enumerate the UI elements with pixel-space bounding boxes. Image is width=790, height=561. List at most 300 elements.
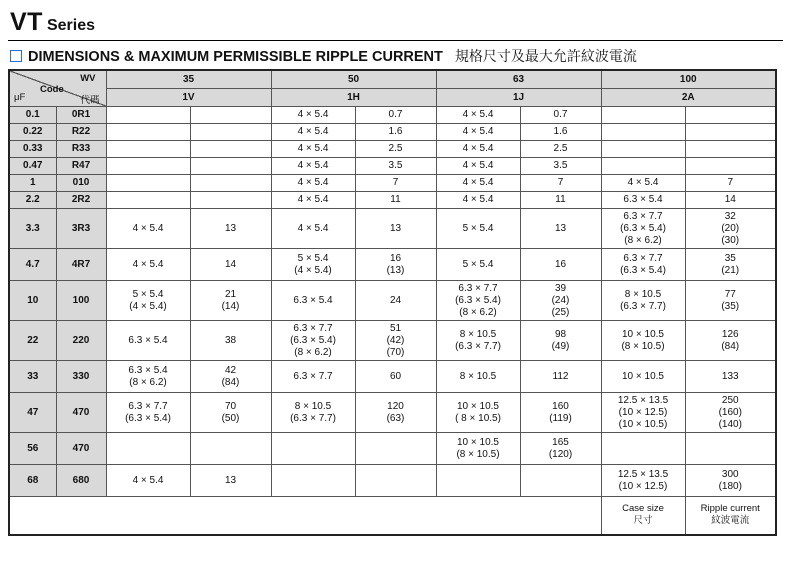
ripple-current-cell <box>355 321 436 361</box>
ripple-current-cell <box>190 249 271 281</box>
case-size-value: 12.5 × 13.5 <box>617 394 669 406</box>
case-size-value: 6.3 × 7.7 <box>293 322 333 334</box>
ripple-current-cell <box>355 158 436 175</box>
ripple-value: (84) <box>721 340 740 352</box>
case-size-value: (8 × 6.2) <box>129 376 167 388</box>
legend-case-size: Case size <box>622 503 664 515</box>
ripple-value: 32 <box>724 210 736 222</box>
case-size-value: 10 × 10.5 <box>457 436 499 448</box>
ripple-current-cell <box>355 393 436 433</box>
ripple-current-cell <box>190 281 271 321</box>
code-cell: 0R1 <box>56 107 106 124</box>
ripple-current-cell <box>685 433 776 465</box>
case-size-cell <box>436 361 520 393</box>
code-cell: R33 <box>56 141 106 158</box>
ripple-value: (119) <box>549 412 572 424</box>
ripple-value: 160 <box>552 400 569 412</box>
case-size-value: 4 × 5.4 <box>297 177 329 188</box>
code-cell: 2R2 <box>56 192 106 209</box>
case-size-value: (6.3 × 7.7) <box>290 412 336 424</box>
legend-empty-cell <box>9 497 601 535</box>
ripple-value: 7 <box>557 177 564 188</box>
ripple-current-cell <box>520 107 601 124</box>
case-size-cell <box>436 107 520 124</box>
case-size-value: 4 × 5.4 <box>297 160 329 171</box>
case-size-value: 5 × 5.4 <box>462 222 494 234</box>
ripple-value: 7 <box>727 177 734 188</box>
case-size-cell <box>601 175 685 192</box>
ripple-value: (14) <box>221 300 240 312</box>
corner-code-zh-label: 代碼 <box>80 95 100 106</box>
case-size-cell <box>601 141 685 158</box>
capacitance-cell: 4.7 <box>9 249 56 281</box>
case-size-value: 4 × 5.4 <box>462 143 494 154</box>
capacitance-cell: 10 <box>9 281 56 321</box>
table-row <box>9 433 776 465</box>
legend-case-size-cell <box>601 497 685 535</box>
case-size-value: (10 × 12.5) <box>618 406 668 418</box>
case-size-cell <box>436 465 520 497</box>
case-size-cell <box>271 209 355 249</box>
case-size-value: (8 × 6.2) <box>459 306 497 318</box>
series-name: VT <box>10 8 43 36</box>
voltage-header-50: 50 <box>271 70 436 89</box>
legend-row <box>9 497 776 535</box>
ripple-current-cell <box>685 321 776 361</box>
ripple-current-cell <box>685 209 776 249</box>
case-size-value: (6.3 × 5.4) <box>620 222 666 234</box>
case-size-cell <box>271 141 355 158</box>
ripple-value: 14 <box>724 194 736 205</box>
case-size-value: 4 × 5.4 <box>297 222 329 234</box>
ripple-current-cell <box>520 192 601 209</box>
case-size-cell <box>106 175 190 192</box>
ripple-value: 42 <box>224 364 237 376</box>
ripple-value: 11 <box>555 194 566 205</box>
ripple-value: 77 <box>724 288 736 300</box>
voltage-code-1H: 1H <box>271 89 436 107</box>
ripple-current-cell <box>685 192 776 209</box>
case-size-value: (6.3 × 5.4) <box>125 412 171 424</box>
case-size-value: 6.3 × 7.7 <box>623 252 663 264</box>
ripple-current-cell <box>685 393 776 433</box>
ripple-value: 70 <box>224 400 237 412</box>
table-row <box>9 361 776 393</box>
case-size-value: (4 × 5.4) <box>294 264 332 276</box>
ripple-current-cell <box>685 249 776 281</box>
ripple-current-cell <box>520 124 601 141</box>
ripple-value: 16 <box>389 252 402 264</box>
ripple-current-cell <box>190 124 271 141</box>
ripple-current-cell <box>520 281 601 321</box>
ripple-value: 38 <box>224 334 237 346</box>
case-size-cell <box>436 281 520 321</box>
case-size-value: 6.3 × 7.7 <box>293 370 333 382</box>
case-size-value: 8 × 10.5 <box>294 400 332 412</box>
case-size-value: 4 × 5.4 <box>297 143 329 154</box>
case-size-cell <box>271 321 355 361</box>
case-size-cell <box>436 393 520 433</box>
case-size-value: 12.5 × 13.5 <box>617 468 669 480</box>
code-cell: 330 <box>56 361 106 393</box>
case-size-cell <box>436 141 520 158</box>
case-size-value: 8 × 10.5 <box>459 370 497 382</box>
case-size-value: 4 × 5.4 <box>132 258 164 270</box>
case-size-value: 5 × 5.4 <box>132 288 164 300</box>
ripple-value: 1.6 <box>553 126 568 137</box>
ripple-current-table <box>8 69 777 536</box>
ripple-current-cell <box>190 175 271 192</box>
case-size-cell <box>601 192 685 209</box>
case-size-value: (6.3 × 5.4) <box>455 294 501 306</box>
table-row <box>9 158 776 175</box>
case-size-cell <box>271 361 355 393</box>
ripple-value: 0.7 <box>553 109 568 120</box>
case-size-cell <box>436 175 520 192</box>
table-row <box>9 281 776 321</box>
ripple-current-cell <box>355 209 436 249</box>
ripple-value: 2.5 <box>553 143 568 154</box>
ripple-current-cell <box>685 361 776 393</box>
ripple-value: (180) <box>718 480 742 492</box>
case-size-cell <box>271 433 355 465</box>
code-cell: 010 <box>56 175 106 192</box>
case-size-value: (4 × 5.4) <box>129 300 167 312</box>
case-size-cell <box>601 158 685 175</box>
case-size-value: 6.3 × 7.7 <box>458 282 498 294</box>
case-size-value: 6.3 × 5.4 <box>623 194 663 205</box>
case-size-value: 4 × 5.4 <box>297 194 329 205</box>
ripple-value: (35) <box>721 300 740 312</box>
ripple-current-cell <box>190 321 271 361</box>
case-size-cell <box>601 107 685 124</box>
ripple-value: 35 <box>724 252 736 264</box>
ripple-value: (63) <box>386 412 405 424</box>
ripple-value: 165 <box>552 436 569 448</box>
ripple-value: 11 <box>390 194 401 205</box>
header-row-code <box>9 89 776 107</box>
ripple-value: (25) <box>551 306 570 318</box>
ripple-value: (42) <box>386 334 405 346</box>
ripple-current-cell <box>190 433 271 465</box>
ripple-current-cell <box>520 361 601 393</box>
corner-wv-label: WV <box>80 73 96 84</box>
ripple-value: (84) <box>221 376 240 388</box>
voltage-code-2A: 2A <box>601 89 776 107</box>
case-size-value: 4 × 5.4 <box>132 222 164 234</box>
ripple-value: 14 <box>224 258 237 270</box>
voltage-header-63: 63 <box>436 70 601 89</box>
case-size-cell <box>271 281 355 321</box>
ripple-current-cell <box>520 175 601 192</box>
table-row <box>9 192 776 209</box>
ripple-current-cell <box>520 393 601 433</box>
case-size-value: ( 8 × 10.5) <box>455 412 501 424</box>
case-size-value: (6.3 × 7.7) <box>455 340 501 352</box>
case-size-cell <box>271 175 355 192</box>
ripple-current-cell <box>355 433 436 465</box>
ripple-value: 13 <box>389 222 402 234</box>
case-size-value: 4 × 5.4 <box>462 126 494 137</box>
series-suffix: Series <box>46 17 95 34</box>
ripple-value: (30) <box>721 234 740 246</box>
series-title <box>10 8 95 36</box>
header-row-voltage <box>9 70 776 89</box>
ripple-current-cell <box>685 465 776 497</box>
capacitance-cell: 47 <box>9 393 56 433</box>
case-size-cell <box>271 158 355 175</box>
table-row <box>9 124 776 141</box>
case-size-cell <box>106 393 190 433</box>
table-row <box>9 175 776 192</box>
case-size-value: 10 × 10.5 <box>622 328 664 340</box>
code-cell: R22 <box>56 124 106 141</box>
case-size-cell <box>601 209 685 249</box>
ripple-current-cell <box>685 124 776 141</box>
ripple-current-cell <box>355 249 436 281</box>
checkbox-square-icon <box>10 50 22 62</box>
ripple-current-cell <box>190 107 271 124</box>
ripple-value: (120) <box>548 448 573 460</box>
ripple-value: (140) <box>718 418 742 430</box>
case-size-cell <box>271 192 355 209</box>
code-cell: 100 <box>56 281 106 321</box>
ripple-current-cell <box>355 281 436 321</box>
voltage-header-35: 35 <box>106 70 271 89</box>
case-size-value: 4 × 5.4 <box>462 177 494 188</box>
ripple-current-cell <box>685 158 776 175</box>
case-size-value: (6.3 × 5.4) <box>290 334 336 346</box>
ripple-current-cell <box>355 124 436 141</box>
case-size-value: 4 × 5.4 <box>462 160 494 171</box>
case-size-value: 6.3 × 7.7 <box>623 210 663 222</box>
case-size-value: (8 × 10.5) <box>456 448 500 460</box>
case-size-cell <box>436 158 520 175</box>
ripple-current-cell <box>685 141 776 158</box>
ripple-current-cell <box>190 192 271 209</box>
case-size-value: (6.3 × 5.4) <box>620 264 666 276</box>
ripple-value: 0.7 <box>388 109 403 120</box>
legend-ripple: Ripple current <box>700 503 760 515</box>
case-size-value: 8 × 10.5 <box>459 328 497 340</box>
legend-ripple-zh: 紋波電流 <box>711 515 750 527</box>
ripple-value: (20) <box>721 222 740 234</box>
case-size-cell <box>271 465 355 497</box>
corner-code-label: Code <box>40 84 64 95</box>
table-row <box>9 321 776 361</box>
ripple-value: 2.5 <box>388 143 403 154</box>
case-size-cell <box>436 321 520 361</box>
voltage-header-100: 100 <box>601 70 776 89</box>
section-title: DIMENSIONS & MAXIMUM PERMISSIBLE RIPPLE CURRENT <box>28 49 443 65</box>
ripple-value: 39 <box>554 282 567 294</box>
legend-ripple-cell <box>685 497 776 535</box>
code-cell: R47 <box>56 158 106 175</box>
case-size-cell <box>436 209 520 249</box>
case-size-cell <box>106 321 190 361</box>
ripple-current-cell <box>190 361 271 393</box>
ripple-value: 16 <box>554 258 567 270</box>
capacitance-cell: 3.3 <box>9 209 56 249</box>
case-size-cell <box>601 393 685 433</box>
case-size-cell <box>601 433 685 465</box>
ripple-value: 112 <box>552 370 569 382</box>
ripple-value: 250 <box>721 394 739 406</box>
ripple-current-cell <box>685 175 776 192</box>
case-size-cell <box>106 281 190 321</box>
case-size-cell <box>106 433 190 465</box>
capacitance-cell: 33 <box>9 361 56 393</box>
table-row <box>9 107 776 124</box>
case-size-cell <box>106 192 190 209</box>
ripple-current-cell <box>520 433 601 465</box>
code-cell: 470 <box>56 393 106 433</box>
case-size-value: 6.3 × 5.4 <box>293 294 333 306</box>
code-cell: 220 <box>56 321 106 361</box>
code-cell: 3R3 <box>56 209 106 249</box>
voltage-code-1J: 1J <box>436 89 601 107</box>
table-row <box>9 209 776 249</box>
ripple-current-cell <box>520 158 601 175</box>
ripple-value: 120 <box>387 400 404 412</box>
case-size-value: (6.3 × 7.7) <box>620 300 666 312</box>
case-size-value: 5 × 5.4 <box>462 258 494 270</box>
ripple-current-cell <box>520 141 601 158</box>
corner-unit-label: μF <box>14 92 26 103</box>
code-cell: 470 <box>56 433 106 465</box>
capacitance-cell: 0.1 <box>9 107 56 124</box>
ripple-value: 98 <box>554 328 567 340</box>
ripple-value: 51 <box>389 322 402 334</box>
ripple-value: 13 <box>224 222 237 234</box>
case-size-cell <box>601 361 685 393</box>
ripple-value: 3.5 <box>388 160 403 171</box>
code-cell: 4R7 <box>56 249 106 281</box>
case-size-value: 6.3 × 5.4 <box>128 364 168 376</box>
ripple-value: 60 <box>389 370 402 382</box>
case-size-value: (8 × 10.5) <box>621 340 665 352</box>
table-row <box>9 249 776 281</box>
ripple-value: (21) <box>721 264 740 276</box>
ripple-current-cell <box>355 192 436 209</box>
case-size-cell <box>106 141 190 158</box>
ripple-current-cell <box>355 465 436 497</box>
ripple-current-cell <box>355 361 436 393</box>
case-size-value: 4 × 5.4 <box>627 177 659 188</box>
capacitance-cell: 0.33 <box>9 141 56 158</box>
ripple-value: 1.6 <box>388 126 403 137</box>
capacitance-cell: 56 <box>9 433 56 465</box>
case-size-value: 10 × 10.5 <box>457 400 499 412</box>
case-size-value: 6.3 × 5.4 <box>128 334 168 346</box>
case-size-cell <box>106 107 190 124</box>
capacitance-cell: 0.47 <box>9 158 56 175</box>
ripple-current-cell <box>520 465 601 497</box>
ripple-current-cell <box>190 465 271 497</box>
case-size-value: 4 × 5.4 <box>297 109 329 120</box>
case-size-cell <box>271 393 355 433</box>
ripple-current-cell <box>190 141 271 158</box>
case-size-cell <box>271 124 355 141</box>
section-heading <box>10 46 637 66</box>
ripple-value: (50) <box>221 412 240 424</box>
table-row <box>9 141 776 158</box>
case-size-value: (10 × 10.5) <box>618 418 668 430</box>
case-size-cell <box>436 433 520 465</box>
case-size-value: (8 × 6.2) <box>294 346 332 358</box>
case-size-cell <box>106 124 190 141</box>
case-size-cell <box>601 465 685 497</box>
ripple-current-cell <box>520 249 601 281</box>
case-size-value: 10 × 10.5 <box>622 370 664 382</box>
ripple-value: 13 <box>224 474 237 486</box>
ripple-current-cell <box>355 141 436 158</box>
ripple-current-cell <box>355 175 436 192</box>
ripple-current-cell <box>355 107 436 124</box>
case-size-cell <box>436 192 520 209</box>
case-size-cell <box>601 321 685 361</box>
case-size-cell <box>106 209 190 249</box>
ripple-value: (160) <box>718 406 742 418</box>
case-size-value: 4 × 5.4 <box>297 126 329 137</box>
capacitance-cell: 2.2 <box>9 192 56 209</box>
ripple-value: 24 <box>389 294 402 306</box>
table-row <box>9 393 776 433</box>
ripple-current-cell <box>190 393 271 433</box>
ripple-current-cell <box>520 321 601 361</box>
voltage-code-1V: 1V <box>106 89 271 107</box>
ripple-current-cell <box>520 209 601 249</box>
ripple-value: 133 <box>721 370 739 382</box>
case-size-cell <box>106 465 190 497</box>
title-rule <box>8 40 783 41</box>
capacitance-cell: 68 <box>9 465 56 497</box>
capacitance-cell: 0.22 <box>9 124 56 141</box>
case-size-value: 6.3 × 7.7 <box>128 400 168 412</box>
section-title-zh: 規格尺寸及最大允許紋波電流 <box>454 48 637 64</box>
case-size-value: 8 × 10.5 <box>624 288 662 300</box>
case-size-value: (8 × 6.2) <box>624 234 662 246</box>
table-row <box>9 465 776 497</box>
case-size-cell <box>601 281 685 321</box>
case-size-cell <box>106 361 190 393</box>
case-size-cell <box>271 107 355 124</box>
ripple-value: (70) <box>386 346 405 358</box>
ripple-current-cell <box>190 209 271 249</box>
capacitance-cell: 22 <box>9 321 56 361</box>
case-size-cell <box>436 249 520 281</box>
case-size-cell <box>271 249 355 281</box>
legend-case-size-zh: 尺寸 <box>633 515 653 527</box>
ripple-value: 13 <box>554 222 567 234</box>
ripple-current-cell <box>685 107 776 124</box>
ripple-value: 7 <box>392 177 399 188</box>
ripple-current-cell <box>190 158 271 175</box>
case-size-value: 5 × 5.4 <box>297 252 329 264</box>
case-size-value: (10 × 12.5) <box>618 480 668 492</box>
ripple-value: (13) <box>386 264 405 276</box>
capacitance-cell: 1 <box>9 175 56 192</box>
ripple-value: 126 <box>721 328 739 340</box>
case-size-value: 4 × 5.4 <box>462 194 494 205</box>
case-size-value: 4 × 5.4 <box>132 474 164 486</box>
case-size-cell <box>106 249 190 281</box>
case-size-cell <box>601 249 685 281</box>
case-size-cell <box>106 158 190 175</box>
ripple-value: (24) <box>551 294 570 306</box>
case-size-cell <box>436 124 520 141</box>
header-corner-cell <box>9 70 106 107</box>
